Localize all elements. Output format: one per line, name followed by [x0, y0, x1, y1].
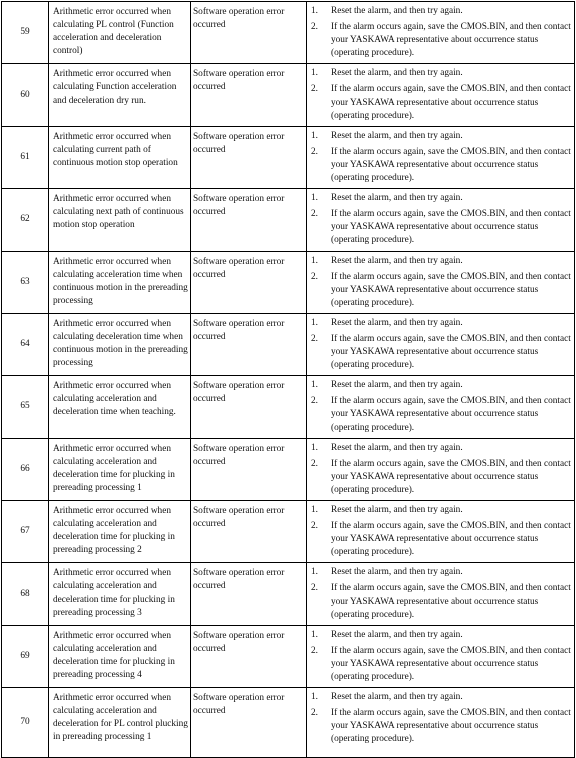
step-text: Reset the alarm, and then try again.: [331, 505, 463, 515]
step-number: 2.: [311, 84, 318, 95]
step-text: If the alarm occurs again, save the CMOS.BIN, and then contact your YASKAWA representative about occurrence status (operating procedure).: [331, 209, 571, 246]
step-text: Reset the alarm, and then try again.: [331, 692, 463, 703]
remedy-cell: [307, 563, 575, 625]
cause-text: Arithmetic error occurred when calculating acceleration and deceleration time for plucking in prereading processing 2: [53, 506, 175, 556]
sub-code: 65: [20, 401, 30, 412]
step-text: Reset the alarm, and then try again.: [331, 317, 463, 328]
step-number: 2.: [311, 333, 318, 344]
step-text: Reset the alarm, and then try again.: [331, 255, 463, 266]
sub-code-cell: [2, 625, 49, 687]
cause-cell: [49, 189, 191, 251]
step-number: 2.: [311, 396, 318, 407]
remedy-cell: [307, 688, 575, 758]
remedy-step: [311, 83, 572, 122]
sub-code: 66: [20, 463, 30, 474]
step-number: 2.: [311, 22, 318, 33]
error-type-cell: [191, 313, 307, 375]
cause-text: Arithmetic error occurred when calculating current path of continuous motion stop operation: [53, 131, 178, 168]
sub-code-cell: [2, 313, 49, 375]
cause-cell: [49, 126, 191, 188]
step-text: If the alarm occurs again, save the CMOS.BIN, and then contact your YASKAWA representative about occurrence status (operating procedure).: [331, 521, 571, 558]
remedy-step: [311, 520, 572, 559]
table-body: [2, 2, 575, 758]
remedy-step: [311, 271, 572, 310]
step-number: 2.: [311, 708, 318, 719]
sub-code: 70: [20, 717, 30, 728]
cause-text: Arithmetic error occurred when calculating acceleration and deceleration time for plucking in prereading processing 1: [53, 443, 175, 493]
step-number: 1.: [311, 505, 318, 515]
step-text: Reset the alarm, and then try again.: [331, 68, 463, 79]
remedy-step: [311, 192, 572, 205]
remedy-cell: [307, 625, 575, 687]
remedy-cell: [307, 189, 575, 251]
remedy-cell: [307, 251, 575, 313]
step-text: If the alarm occurs again, save the CMOS.BIN, and then contact your YASKAWA representative about occurrence status (operating procedure).: [331, 645, 571, 683]
sub-code: 68: [20, 588, 30, 599]
remedy-step: [311, 317, 572, 330]
remedy-step: [311, 458, 572, 497]
remedy-cell: [307, 501, 575, 563]
error-type-text: Software operation error occurred: [193, 693, 285, 717]
cause-cell: [49, 64, 191, 126]
step-number: 1.: [311, 442, 318, 453]
sub-code-cell: [2, 64, 49, 126]
remedy-step: [311, 146, 572, 185]
sub-code: 62: [20, 214, 30, 225]
step-number: 1.: [311, 193, 318, 204]
remedy-step: [311, 21, 572, 60]
remedy-step: [311, 707, 572, 746]
table-row: [2, 2, 575, 64]
error-type-text: Software operation error occurred: [193, 69, 285, 93]
alarm-subcode-table: [1, 1, 575, 758]
remedy-step: [311, 208, 572, 247]
step-number: 2.: [311, 645, 318, 656]
sub-code: 61: [20, 151, 30, 162]
cause-cell: [49, 313, 191, 375]
remedy-cell: [307, 438, 575, 500]
table-row: [2, 625, 575, 687]
sub-code-cell: [2, 2, 49, 64]
error-type-cell: [191, 189, 307, 251]
error-type-cell: [191, 563, 307, 625]
step-text: Reset the alarm, and then try again.: [331, 629, 463, 640]
sub-code-cell: [2, 126, 49, 188]
table-row: [2, 438, 575, 500]
step-number: 1.: [311, 255, 318, 266]
remedy-cell: [307, 313, 575, 375]
step-text: Reset the alarm, and then try again.: [331, 130, 463, 141]
cause-text: Arithmetic error occurred when calculating acceleration and deceleration time for plucking in prereading processing 3: [53, 568, 175, 618]
remedy-cell: [307, 2, 575, 64]
step-number: 2.: [311, 458, 318, 469]
cause-cell: [49, 563, 191, 625]
table-row: [2, 376, 575, 438]
cause-cell: [49, 501, 191, 563]
step-number: 1.: [311, 567, 318, 578]
step-text: If the alarm occurs again, save the CMOS.BIN, and then contact your YASKAWA representative about occurrence status (operating procedure).: [331, 271, 571, 308]
step-text: If the alarm occurs again, save the CMOS.BIN, and then contact your YASKAWA representative about occurrence status (operating procedure).: [331, 84, 571, 121]
cause-text: Arithmetic error occurred when calculating deceleration time when continuous motion in the prereading processing: [53, 318, 188, 369]
remedy-step: [311, 629, 572, 642]
cause-cell: [49, 251, 191, 313]
error-type-text: Software operation error occurred: [193, 256, 285, 280]
sub-code-cell: [2, 563, 49, 625]
error-type-cell: [191, 126, 307, 188]
remedy-cell: [307, 126, 575, 188]
step-number: 1.: [311, 130, 318, 141]
error-type-cell: [191, 625, 307, 687]
sub-code-cell: [2, 251, 49, 313]
cause-text: Arithmetic error occurred when calculating next path of continuous motion stop operation: [53, 194, 184, 231]
step-number: 1.: [311, 317, 318, 328]
step-text: Reset the alarm, and then try again.: [331, 380, 463, 391]
step-number: 2.: [311, 209, 318, 220]
table-row: [2, 563, 575, 625]
error-type-text: Software operation error occurred: [193, 318, 285, 342]
step-number: 1.: [311, 692, 318, 703]
cause-text: Arithmetic error occurred when calculating acceleration and deceleration time for plucking in prereading processing 4: [53, 630, 175, 681]
sub-code: 67: [20, 526, 30, 537]
remedy-step: [311, 130, 572, 143]
cause-cell: [49, 688, 191, 758]
step-text: If the alarm occurs again, save the CMOS.BIN, and then contact your YASKAWA representative about occurrence status (operating procedure).: [331, 458, 571, 495]
step-text: Reset the alarm, and then try again.: [331, 567, 463, 578]
step-number: 2.: [311, 146, 318, 157]
remedy-step: [311, 333, 572, 372]
error-type-cell: [191, 501, 307, 563]
remedy-step: [311, 566, 572, 579]
table-row: [2, 688, 575, 758]
error-type-cell: [191, 2, 307, 64]
remedy-step: [311, 379, 572, 392]
table-row: [2, 64, 575, 126]
sub-code: 63: [20, 276, 30, 287]
step-text: If the alarm occurs again, save the CMOS.BIN, and then contact your YASKAWA representative about occurrence status (operating procedure).: [331, 583, 571, 620]
remedy-step: [311, 395, 572, 434]
error-type-text: Software operation error occurred: [193, 506, 285, 530]
sub-code: 60: [20, 89, 30, 100]
table-row: [2, 126, 575, 188]
step-number: 1.: [311, 629, 318, 640]
table-row: [2, 251, 575, 313]
remedy-step: [311, 255, 572, 268]
table-row: [2, 313, 575, 375]
step-text: If the alarm occurs again, save the CMOS.BIN, and then contact your YASKAWA representative about occurrence status (operating procedure).: [331, 22, 571, 59]
remedy-cell: [307, 64, 575, 126]
cause-text: Arithmetic error occurred when calculating acceleration and deceleration time when teaching.: [53, 381, 176, 418]
error-type-cell: [191, 251, 307, 313]
step-number: 1.: [311, 380, 318, 391]
remedy-step: [311, 582, 572, 621]
cause-text: Arithmetic error occurred when calculating acceleration time when continuous motion in the prereading processing: [53, 256, 188, 306]
cause-text: Arithmetic error occurred when calculating acceleration and deceleration for PL control plucking in prereading processing 1: [53, 693, 188, 743]
step-text: Reset the alarm, and then try again.: [331, 6, 463, 16]
error-type-text: Software operation error occurred: [193, 194, 285, 218]
error-type-text: Software operation error occurred: [193, 630, 285, 654]
remedy-step: [311, 5, 572, 18]
sub-code-cell: [2, 501, 49, 563]
remedy-step: [311, 504, 572, 517]
cause-text: Arithmetic error occurred when calculating PL control (Function acceleration and deceleration control): [53, 7, 174, 57]
step-number: 2.: [311, 583, 318, 594]
step-text: If the alarm occurs again, save the CMOS.BIN, and then contact your YASKAWA representative about occurrence status (operating procedure).: [331, 396, 571, 433]
cause-cell: [49, 2, 191, 64]
remedy-step: [311, 67, 572, 80]
error-type-text: Software operation error occurred: [193, 131, 285, 155]
sub-code-cell: [2, 688, 49, 758]
table-row: [2, 189, 575, 251]
remedy-step: [311, 691, 572, 704]
step-number: 2.: [311, 271, 318, 282]
error-type-cell: [191, 438, 307, 500]
error-type-text: Software operation error occurred: [193, 568, 285, 592]
table-row: [2, 501, 575, 563]
error-type-text: Software operation error occurred: [193, 7, 285, 31]
cause-cell: [49, 438, 191, 500]
error-type-cell: [191, 64, 307, 126]
cause-cell: [49, 625, 191, 687]
cause-text: Arithmetic error occurred when calculating Function acceleration and deceleration dry run.: [53, 69, 177, 106]
remedy-cell: [307, 376, 575, 438]
sub-code-cell: [2, 189, 49, 251]
step-text: Reset the alarm, and then try again.: [331, 193, 463, 204]
step-text: If the alarm occurs again, save the CMOS.BIN, and then contact your YASKAWA representative about occurrence status (operating procedure).: [331, 146, 571, 184]
sub-code: 59: [20, 27, 30, 38]
sub-code: 64: [20, 339, 30, 350]
cause-cell: [49, 376, 191, 438]
step-number: 1.: [311, 6, 318, 16]
error-type-cell: [191, 688, 307, 758]
step-text: If the alarm occurs again, save the CMOS.BIN, and then contact your YASKAWA representative about occurrence status (operating procedure).: [331, 333, 571, 371]
error-type-text: Software operation error occurred: [193, 443, 285, 467]
step-number: 2.: [311, 521, 318, 532]
step-number: 1.: [311, 68, 318, 79]
error-type-text: Software operation error occurred: [193, 381, 285, 405]
step-text: If the alarm occurs again, save the CMOS.BIN, and then contact your YASKAWA representative about occurrence status (operating procedure).: [331, 708, 571, 745]
remedy-step: [311, 645, 572, 684]
step-text: Reset the alarm, and then try again.: [331, 442, 463, 453]
sub-code-cell: [2, 438, 49, 500]
remedy-step: [311, 442, 572, 455]
sub-code: 69: [20, 650, 30, 661]
error-type-cell: [191, 376, 307, 438]
sub-code-cell: [2, 376, 49, 438]
